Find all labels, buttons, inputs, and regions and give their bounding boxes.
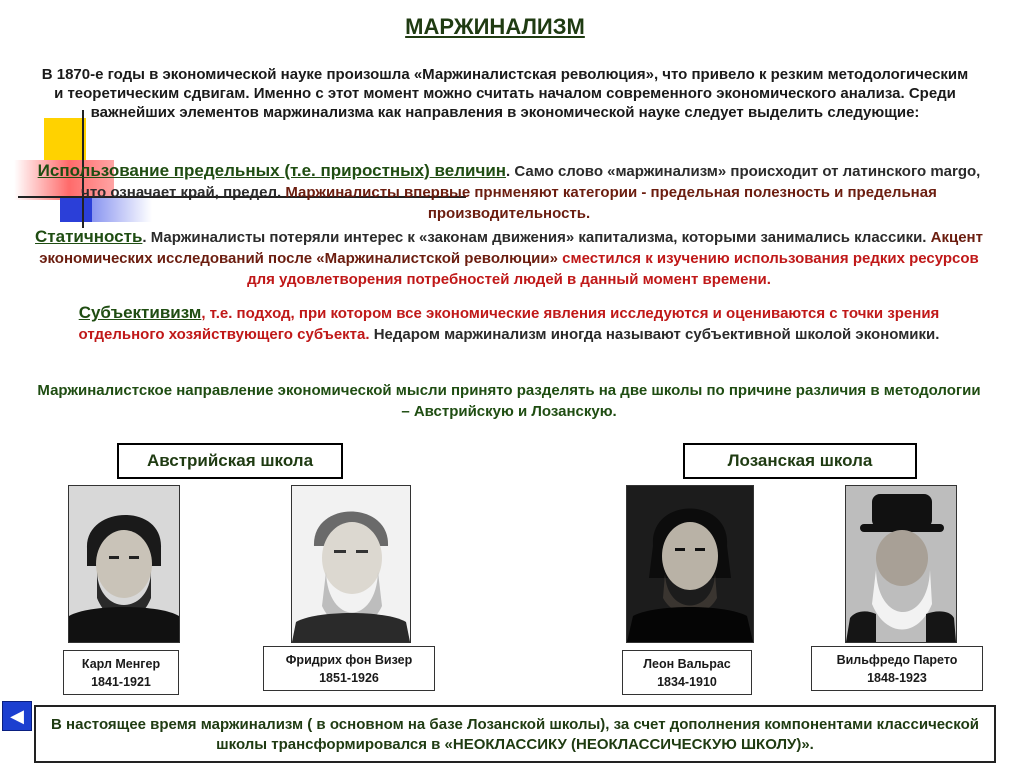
portrait-menger-drawing: [69, 486, 179, 642]
person-name: Вильфредо Парето: [836, 653, 958, 667]
term-marginal-values: Использование предельных (т.е. приростных) величин: [37, 161, 507, 180]
back-button[interactable]: [2, 701, 32, 731]
triangle-left-icon: ◀: [10, 706, 24, 726]
portrait-pareto-drawing: [846, 486, 956, 642]
caption-menger: [63, 650, 179, 695]
item-3-text-b: Недаром маржинализм иногда называют субъективной школой экономики.: [373, 326, 940, 343]
item-marginal-values: [34, 160, 984, 224]
item-static: [34, 226, 984, 290]
item-subjectivism: [34, 302, 984, 345]
portrait-walras: [626, 485, 754, 643]
page-title: МАРЖИНАЛИЗМ: [405, 14, 585, 39]
item-2-text-b: Акцент экономических исследований после «Маржиналистской революции»: [39, 229, 983, 267]
caption-wieser: [263, 646, 435, 691]
item-2-text-c: сместился к изучению использования редких ресурсов для удовлетворения потребностей людей в данный момент времени.: [247, 250, 979, 288]
person-name: Фридрих фон Визер: [285, 653, 413, 667]
intro-paragraph: В 1870-е годы в экономической науке произошла «Маржиналистская революция», что привело к резким методологическим и теоретическим сдвигам. Именно с этот момент можно считать началом современного экономического анализа. Среди важнейших элементов маржинализма как направления в экономической науке следует выделить следующие:: [41, 66, 969, 121]
portrait-pareto: [845, 485, 957, 643]
portrait-wieser-drawing: [292, 486, 410, 642]
portrait-menger: [68, 485, 180, 643]
schools-intro: Маржиналистское направление экономической мысли принято разделять на две школы по причине различия в методологии – Австрийскую и Лозанскую.: [37, 382, 981, 420]
person-years: 1841-1921: [91, 675, 151, 689]
term-subjectivism: Субъективизм: [78, 303, 202, 322]
portrait-walras-drawing: [627, 486, 753, 642]
person-years: 1851-1926: [319, 671, 379, 685]
item-1-text-a: . Само слово «маржинализм» происходит от латинского margo, что означает край, предел.: [81, 163, 981, 201]
term-static: Статичность: [35, 227, 143, 246]
lausanne-school-box: Лозанская школа: [683, 443, 917, 479]
person-name: Леон Вальрас: [643, 657, 731, 671]
person-name: Карл Менгер: [81, 657, 161, 671]
deco-yellow-square: [44, 118, 86, 160]
portrait-wieser: [291, 485, 411, 643]
caption-walras: [622, 650, 752, 695]
item-2-text-a: . Маржиналисты потеряли интерес к «законам движения» капитализма, которыми занимались классики.: [142, 229, 931, 246]
item-1-text-b: Маржиналисты впервые прнменяют категории - предельная полезность и предельная производительность.: [285, 184, 937, 222]
conclusion-box: В настоящее время маржинализм ( в основном на базе Лозанской школы), за счет дополнения компонентами классической школы трансформировался в «НЕОКЛАССИКУ (НЕОКЛАССИЧЕСКУЮ ШКОЛУ)».: [34, 705, 996, 763]
person-years: 1834-1910: [657, 675, 717, 689]
austrian-school-box: Австрийская школа: [117, 443, 343, 479]
caption-pareto: [811, 646, 983, 691]
person-years: 1848-1923: [867, 671, 927, 685]
item-3-text-a: , т.е. подход, при котором все экономические явления исследуются и оцениваются с точки зрения отдельного хозяйствующего субъекта.: [78, 305, 940, 343]
